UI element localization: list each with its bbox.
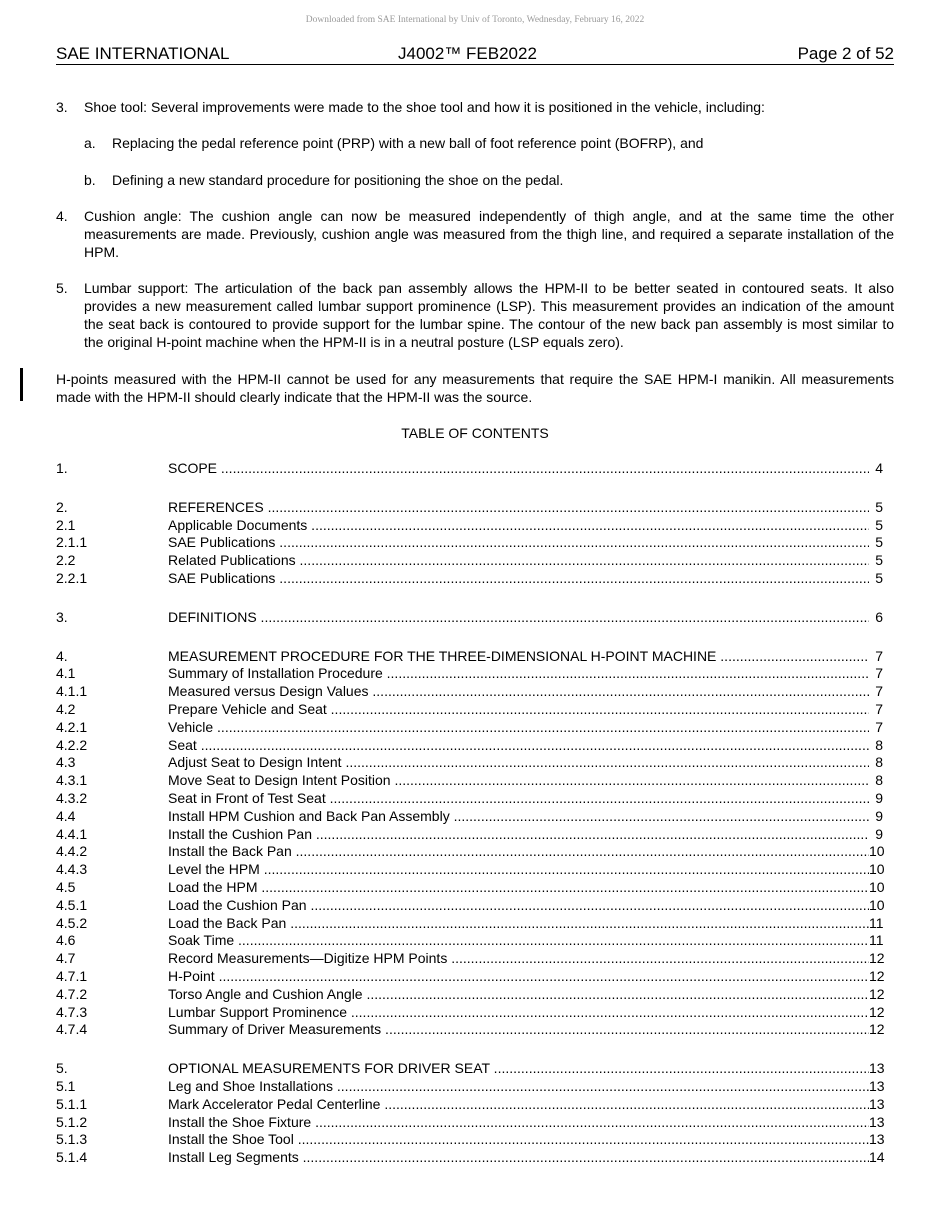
toc-entry-page: 12	[869, 985, 885, 1002]
revision-change-bar	[20, 368, 23, 401]
toc-entry-title: Record Measurements—Digitize HPM Points .....	[168, 950, 869, 968]
toc-entry-title: Seat in Front of Test Seat .....	[168, 790, 869, 808]
toc-entry[interactable]	[56, 570, 883, 588]
toc-entry[interactable]	[56, 609, 883, 627]
header-org: SAE INTERNATIONAL	[56, 44, 230, 63]
table-of-contents	[56, 460, 883, 1167]
toc-entry-page: 7	[869, 701, 883, 719]
toc-entry-page: 7	[869, 648, 883, 666]
toc-entry-number: 2.2.1	[56, 569, 88, 586]
toc-entry-number: 4.2	[56, 700, 76, 717]
list-item-3a-text: Replacing the pedal reference point (PRP) with a new ball of foot reference point (BOFRP), and	[112, 135, 704, 151]
toc-entry[interactable]	[56, 1096, 883, 1114]
toc-entry-number: 4.5.1	[56, 896, 88, 913]
toc-entry-number: 2.2	[56, 552, 76, 569]
toc-entry-page: 8	[869, 754, 883, 772]
toc-entry-title: Leg and Shoe Installations .....	[168, 1078, 869, 1096]
toc-entry-page: 6	[869, 609, 883, 627]
toc-entry-title: Load the Back Pan .....	[168, 915, 869, 933]
toc-entry-page: 13	[869, 1060, 885, 1077]
toc-entry-page: 12	[869, 967, 885, 984]
toc-entry[interactable]	[56, 879, 883, 897]
toc-entry-title: Torso Angle and Cushion Angle .....	[168, 986, 869, 1004]
toc-entry-page: 12	[869, 1003, 885, 1020]
toc-entry-title: Lumbar Support Prominence .....	[168, 1004, 869, 1022]
list-item-5-text: Lumbar support: The articulation of the back pan assembly allows the HPM-II to be better seated in contoured seats. It also provides a new measurement called lumbar support prominence (LSP). This measurement provides an indication of the amount the seat back is contoured to provide support for the lumbar spine. The contour of the new back pan assembly is most similar to the original H-point machine when the HPM-II is in a neutral posture (LSP equals zero).	[84, 280, 894, 350]
toc-entry-page: 11	[869, 932, 884, 949]
toc-entry-page: 9	[869, 790, 883, 808]
toc-entry-title: Load the Cushion Pan .....	[168, 897, 869, 915]
toc-entry-number: 4.5	[56, 878, 76, 895]
toc-entry-number: 5.1.4	[56, 1149, 88, 1166]
header-doc-id: J4002™ FEB2022	[398, 44, 537, 63]
toc-entry-page: 14	[869, 1149, 885, 1166]
toc-entry[interactable]	[56, 772, 883, 790]
toc-entry-page: 9	[869, 826, 883, 844]
toc-entry-title: Soak Time .....	[168, 932, 869, 950]
list-item-3b-text: Defining a new standard procedure for positioning the shoe on the pedal.	[112, 172, 564, 188]
header-page-number: Page 2 of 52	[797, 44, 894, 63]
toc-entry-page: 5	[869, 499, 883, 517]
toc-entry-title: MEASUREMENT PROCEDURE FOR THE THREE-DIMENSIONAL H-POINT MACHINE .....	[168, 648, 869, 666]
toc-entry[interactable]	[56, 1149, 883, 1167]
toc-entry-number: 4.2.2	[56, 736, 88, 753]
toc-entry[interactable]	[56, 968, 883, 986]
toc-title: TABLE OF CONTENTS	[401, 425, 549, 441]
toc-entry-number: 4.5.2	[56, 914, 88, 931]
toc-entry-title: DEFINITIONS .....	[168, 609, 869, 627]
list-item-3-number: 3.	[56, 99, 68, 115]
toc-entry-title: Install the Shoe Tool .....	[168, 1131, 869, 1149]
toc-entry-number: 2.	[56, 498, 68, 515]
toc-entry-title: Level the HPM .....	[168, 861, 869, 879]
toc-entry-number: 4.6	[56, 932, 76, 949]
toc-entry-page: 7	[869, 719, 883, 737]
toc-entry[interactable]	[56, 701, 883, 719]
toc-entry[interactable]	[56, 1114, 883, 1132]
toc-entry[interactable]	[56, 517, 883, 535]
toc-entry[interactable]	[56, 861, 883, 879]
toc-entry-number: 4.7	[56, 950, 76, 967]
toc-entry-title: Adjust Seat to Design Intent .....	[168, 754, 869, 772]
toc-entry-page: 13	[869, 1113, 885, 1130]
list-item-5-number: 5.	[56, 280, 68, 296]
toc-entry-page: 13	[869, 1077, 885, 1094]
toc-entry-page: 10	[869, 861, 885, 878]
toc-entry[interactable]	[56, 648, 883, 666]
toc-entry-page: 4	[869, 460, 883, 478]
toc-entry[interactable]	[56, 986, 883, 1004]
toc-entry-title: Vehicle .....	[168, 719, 869, 737]
toc-entry[interactable]	[56, 552, 883, 570]
toc-entry-page: 10	[869, 896, 885, 913]
toc-entry-title: SCOPE .....	[168, 460, 869, 478]
toc-entry-title: Summary of Driver Measurements .....	[168, 1021, 869, 1039]
toc-entry-page: 10	[869, 843, 885, 860]
toc-entry-page: 10	[869, 878, 885, 895]
toc-entry-number: 4.4	[56, 807, 76, 824]
toc-entry[interactable]	[56, 737, 883, 755]
toc-entry-title: SAE Publications .....	[168, 570, 869, 588]
toc-entry-title: Mark Accelerator Pedal Centerline .....	[168, 1096, 869, 1114]
toc-entry-number: 4.7.1	[56, 967, 88, 984]
toc-entry[interactable]	[56, 754, 883, 772]
toc-entry-number: 5.1.3	[56, 1131, 88, 1148]
toc-entry-number: 4.2.1	[56, 718, 88, 735]
toc-entry[interactable]	[56, 665, 883, 683]
toc-entry[interactable]	[56, 1078, 883, 1096]
toc-entry-page: 8	[869, 772, 883, 790]
toc-entry-title: Install the Cushion Pan .....	[168, 826, 869, 844]
toc-entry-page: 7	[869, 683, 883, 701]
toc-entry-number: 2.1.1	[56, 534, 88, 551]
toc-entry-number: 4.7.3	[56, 1003, 88, 1020]
toc-entry-title: REFERENCES .....	[168, 499, 869, 517]
toc-entry-title: Summary of Installation Procedure .....	[168, 665, 869, 683]
list-item-3a-number: a.	[84, 135, 96, 151]
toc-entry[interactable]	[56, 950, 883, 968]
toc-entry-number: 5.1.2	[56, 1113, 88, 1130]
toc-entry[interactable]	[56, 826, 883, 844]
toc-entry-title: Related Publications .....	[168, 552, 869, 570]
toc-entry[interactable]	[56, 897, 883, 915]
toc-entry[interactable]	[56, 534, 883, 552]
toc-entry-number: 4.4.1	[56, 825, 88, 842]
toc-entry[interactable]	[56, 1004, 883, 1022]
toc-entry-page: 7	[869, 665, 883, 683]
toc-entry-title: Load the HPM .....	[168, 879, 869, 897]
toc-entry-page: 5	[869, 570, 883, 588]
toc-entry-page: 11	[869, 914, 884, 931]
toc-entry-title: Applicable Documents .....	[168, 517, 869, 535]
list-item-4-text: Cushion angle: The cushion angle can now be measured independently of thigh angle, and at the same time the other measurements are made. Previously, cushion angle was measured from the thigh line, and required a separate installation of the HPM.	[84, 208, 894, 260]
toc-entry-page: 12	[869, 1021, 885, 1038]
toc-entry[interactable]	[56, 843, 883, 861]
toc-entry-number: 5.1	[56, 1077, 76, 1094]
toc-entry-title: SAE Publications .....	[168, 534, 869, 552]
toc-entry-title: Measured versus Design Values .....	[168, 683, 869, 701]
toc-entry[interactable]	[56, 499, 883, 517]
toc-entry-number: 3.	[56, 608, 68, 625]
toc-entry-number: 4.3.2	[56, 789, 88, 806]
toc-entry[interactable]	[56, 1060, 883, 1078]
toc-entry-number: 4.3	[56, 754, 76, 771]
toc-entry-title: Move Seat to Design Intent Position .....	[168, 772, 869, 790]
toc-entry-title: Install HPM Cushion and Back Pan Assembly .....	[168, 808, 869, 826]
toc-entry-number: 4.1.1	[56, 683, 88, 700]
toc-entry-number: 5.	[56, 1060, 68, 1077]
toc-entry-number: 1.	[56, 460, 68, 476]
hpm-note-paragraph: H-points measured with the HPM-II cannot be used for any measurements that require the SAE HPM-I manikin. All measurements made with the HPM-II should clearly indicate that the HPM-II was the source.	[56, 371, 894, 405]
toc-entry[interactable]	[56, 683, 883, 701]
toc-entry-title: OPTIONAL MEASUREMENTS FOR DRIVER SEAT .....	[168, 1060, 869, 1078]
toc-entry-page: 13	[869, 1131, 885, 1148]
toc-entry[interactable]	[56, 1131, 883, 1149]
toc-entry-page: 5	[869, 552, 883, 570]
list-item-3-text: Shoe tool: Several improvements were made to the shoe tool and how it is positioned in the vehicle, including:	[84, 99, 765, 115]
toc-entry-title: H-Point .....	[168, 968, 869, 986]
toc-entry-page: 8	[869, 737, 883, 755]
toc-entry[interactable]	[56, 932, 883, 950]
toc-entry-page: 13	[869, 1095, 885, 1112]
toc-entry[interactable]	[56, 915, 883, 933]
toc-entry-number: 4.4.3	[56, 861, 88, 878]
toc-entry-number: 4.3.1	[56, 772, 88, 789]
toc-entry-number: 4.7.4	[56, 1021, 88, 1038]
toc-entry-page: 5	[869, 517, 883, 535]
toc-entry-number: 2.1	[56, 516, 76, 533]
toc-entry[interactable]	[56, 790, 883, 808]
page-header	[56, 44, 894, 65]
toc-entry-title: Seat .....	[168, 737, 869, 755]
toc-entry-page: 9	[869, 808, 883, 826]
list-item-4-number: 4.	[56, 208, 68, 224]
toc-entry-page: 5	[869, 534, 883, 552]
toc-entry-title: Install the Back Pan .....	[168, 843, 869, 861]
toc-entry[interactable]	[56, 808, 883, 826]
toc-entry[interactable]	[56, 719, 883, 737]
toc-entry[interactable]	[56, 460, 883, 478]
toc-entry-page: 12	[869, 950, 885, 967]
toc-entry-number: 4.1	[56, 665, 76, 682]
download-watermark: Downloaded from SAE International by Univ of Toronto, Wednesday, February 16, 2022	[305, 15, 645, 25]
toc-entry-number: 4.7.2	[56, 985, 88, 1002]
toc-entry-title: Prepare Vehicle and Seat .....	[168, 701, 869, 719]
list-item-3b-number: b.	[84, 172, 96, 188]
toc-entry[interactable]	[56, 1021, 883, 1039]
toc-entry-title: Install the Shoe Fixture .....	[168, 1114, 869, 1132]
toc-entry-number: 5.1.1	[56, 1095, 88, 1112]
toc-entry-number: 4.4.2	[56, 843, 88, 860]
toc-entry-title: Install Leg Segments .....	[168, 1149, 869, 1167]
toc-entry-number: 4.	[56, 647, 68, 664]
